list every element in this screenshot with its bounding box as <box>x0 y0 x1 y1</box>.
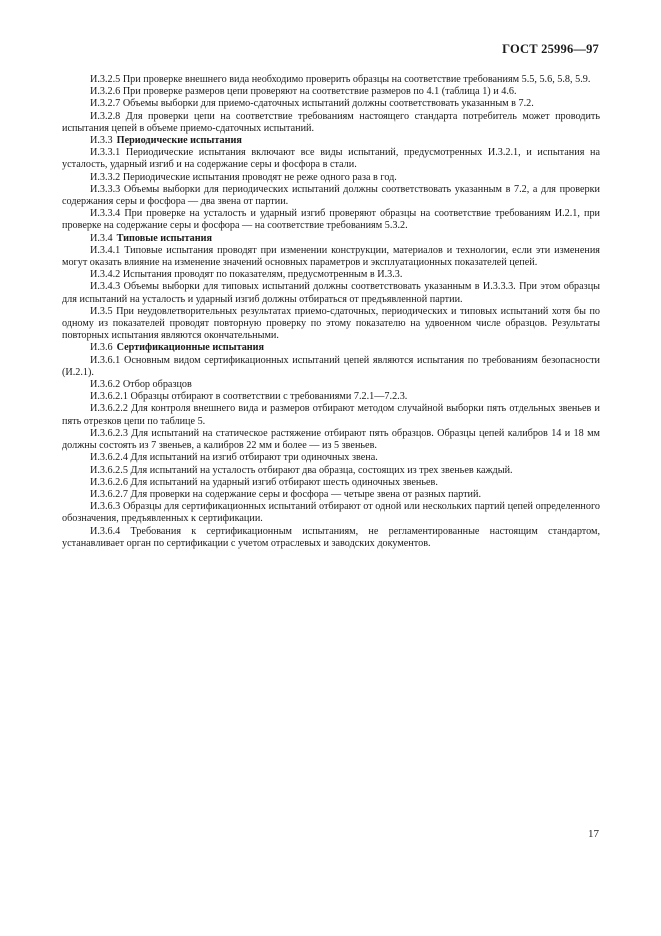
section-number: И.3.4 <box>90 232 113 244</box>
section-heading <box>62 233 600 245</box>
paragraph: И.3.6.2.4 Для испытаний на изгиб отбирают три одиночных звена. <box>90 452 378 464</box>
paragraph: И.3.3.4 При проверке на усталость и ударный изгиб проверяют образцы на соответствие требованиям И.2.1, при проверке на содержание серы и фосфора — на соответствие требованиям 5.3.2. <box>62 208 600 232</box>
section-number: И.3.3 <box>90 135 113 147</box>
paragraph: И.3.6.2.7 Для проверки на содержание серы и фосфора — четыре звена от разных партий. <box>90 488 481 500</box>
paragraph: И.3.6.4 Требования к сертификационным испытаниям, не регламентированные настоящим стандартом, устанавливает орган по сертификации с учетом отраслевых и заводских документов. <box>62 525 600 549</box>
paragraph: И.3.6.2 Отбор образцов <box>90 379 192 391</box>
section-number: И.3.6 <box>90 342 113 354</box>
section-title: Периодические испытания <box>116 135 242 147</box>
paragraph: И.3.2.7 Объемы выборки для приемо-сдаточных испытаний должны соответствовать указанным в 7.2. <box>90 98 534 110</box>
paragraph: И.3.6.2.6 Для испытаний на ударный изгиб отбирают шесть одиночных звеньев. <box>90 476 438 488</box>
paragraph: И.3.6.2.1 Образцы отбирают в соответствии с требованиями 7.2.1—7.2.3. <box>90 391 408 403</box>
paragraph: И.3.4.2 Испытания проводят по показателям, предусмотренным в И.3.3. <box>90 269 403 281</box>
paragraph: И.3.4.3 Объемы выборки для типовых испытаний должны соответствовать указанным в И.3.3.3. При этом образцы для испытаний на усталость и ударный изгиб должны отбираться от предъявленной партии. <box>62 281 600 305</box>
paragraph: И.3.6.1 Основным видом сертификационных испытаний цепей являются испытания по требованиям безопасности (И.2.1). <box>62 354 600 378</box>
paragraph: И.3.3.3 Объемы выборки для периодических испытаний должны соответствовать указанным в 7.2, а для проверки содержания серы и фосфора — два звена от партии. <box>62 183 600 208</box>
paragraph: И.3.5 При неудовлетворительных результатах приемо-сдаточных, периодических и типовых испытаний хотя бы по одному из показателей проводят повторную проверку по этому показателю на удвоенном числе образцов. Результаты повторных испытания являются окончательными. <box>62 305 600 342</box>
section-heading <box>62 342 600 354</box>
document-body <box>62 74 600 550</box>
paragraph: И.3.6.2.3 Для испытаний на статическое растяжение отбирают пять образцов. Образцы цепей калибров 14 и 18 мм должны состоять из 7 звеньев, а калибров 22 мм и более — из 5 звеньев. <box>62 427 600 452</box>
paragraph: И.3.2.8 Для проверки цепи на соответствие требованиям настоящего стандарта потребитель может проводить испытания цепей в объеме приемо-сдаточных испытаний. <box>62 110 600 134</box>
paragraph: И.3.2.5 При проверке внешнего вида необходимо проверить образцы на соответствие требованиям 5.5, 5.6, 5.8, 5.9. <box>90 74 591 85</box>
page-number: 17 <box>588 828 599 840</box>
paragraph: И.3.2.6 При проверке размеров цепи проверяют на соответствие размеров по 4.1 (таблица 1) и 4.6. <box>90 86 517 98</box>
paragraph: И.3.3.2 Периодические испытания проводят не реже одного раза в год. <box>90 171 397 183</box>
section-title: Сертификационные испытания <box>116 342 265 354</box>
paragraph: И.3.4.1 Типовые испытания проводят при изменении конструкции, материалов и технологии, если эти изменения могут оказать влияние на изменение значений основных параметров и эксплуатационных показателей цепей. <box>62 244 600 269</box>
paragraph: И.3.3.1 Периодические испытания включают все виды испытаний, предусмотренных И.3.2.1, и испытания на усталость, ударный изгиб и на содержание серы и фосфора в стали. <box>62 147 600 171</box>
paragraph: И.3.6.3 Образцы для сертификационных испытаний отбирают от одной или нескольких партий цепей определенного обозначения, предъявленных к сертификации. <box>62 501 600 525</box>
document-code-header: ГОСТ 25996—97 <box>502 42 599 56</box>
section-title: Типовые испытания <box>116 232 212 244</box>
paragraph: И.3.6.2.2 Для контроля внешнего вида и размеров отбирают методом случайной выборки пять отдельных звеньев и пять отрезков цепи по таблице 5. <box>62 403 600 427</box>
paragraph: И.3.6.2.5 Для испытаний на усталость отбирают два образца, состоящих из трех звеньев каждый. <box>90 464 513 476</box>
section-heading <box>62 135 600 147</box>
